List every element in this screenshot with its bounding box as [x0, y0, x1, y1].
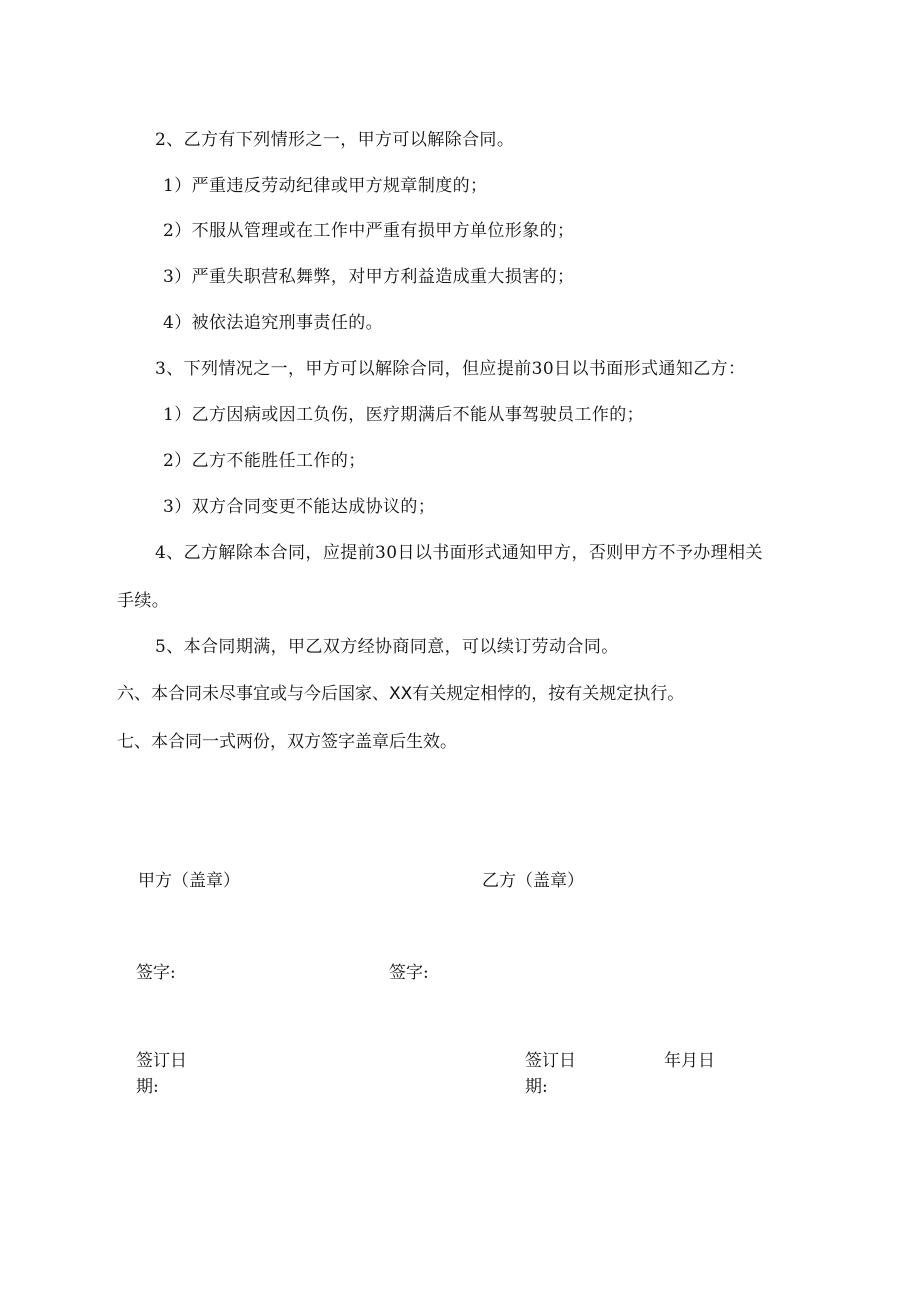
section-7: 七、本合同一式两份，双方签字盖章后生效。	[117, 732, 457, 752]
clause-5: 5、本合同期满，甲乙双方经协商同意，可以续订劳动合同。	[155, 637, 619, 657]
clause-3-item-3: 3）双方合同变更不能达成协议的；	[163, 497, 436, 517]
clause-2-item-3: 3）严重失职营私舞弊，对甲方利益造成重大损害的；	[163, 267, 575, 287]
clause-3-item-1: 1）乙方因病或因工负伤，医疗期满后不能从事驾驶员工作的；	[163, 405, 645, 425]
clause-2-item-2: 2）不服从管理或在工作中严重有损甲方单位形象的；	[163, 221, 575, 241]
party-b-signature-label: 签字:	[389, 963, 429, 983]
clause-2: 2、乙方有下列情形之一，甲方可以解除合同。	[155, 130, 515, 150]
party-b-date-label: 签订日期:	[525, 1051, 576, 1097]
party-a-seal-label: 甲方（盖章）	[138, 871, 240, 891]
clause-4-line-2: 手续。	[117, 591, 170, 611]
party-b-date-placeholder: 年月日	[664, 1051, 715, 1071]
party-a-date-label: 签订日期:	[136, 1051, 187, 1097]
clause-2-item-4: 4）被依法追究刑事责任的。	[163, 313, 384, 333]
party-b-seal-label: 乙方（盖章）	[482, 871, 584, 891]
clause-3-item-2: 2）乙方不能胜任工作的；	[163, 451, 366, 471]
party-a-signature-label: 签字:	[136, 963, 176, 983]
clause-3: 3、下列情况之一，甲方可以解除合同，但应提前30日以书面形式通知乙方：	[155, 359, 746, 379]
clause-2-item-1: 1）严重违反劳动纪律或甲方规章制度的；	[163, 176, 488, 196]
section-6: 六、本合同未尽事宜或与今后国家、XX有关规定相悖的，按有关规定执行。	[117, 684, 685, 704]
clause-4-line-1: 4、乙方解除本合同，应提前30日以书面形式通知甲方，否则甲方不予办理相关	[155, 543, 763, 563]
